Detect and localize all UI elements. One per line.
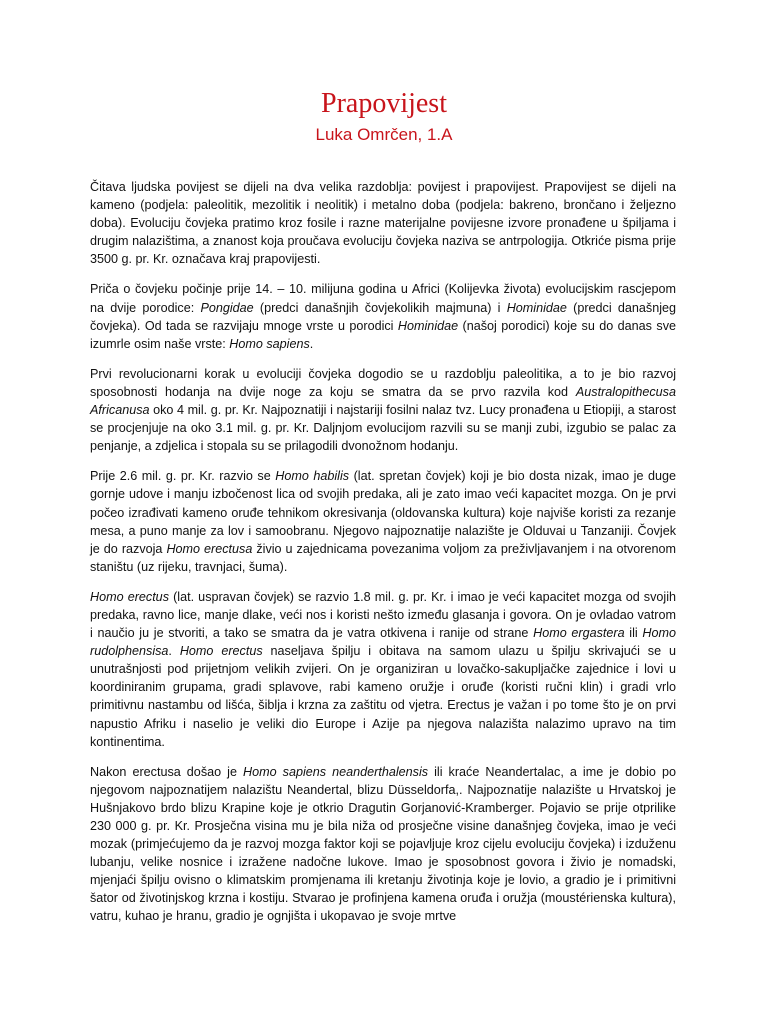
text-run: (lat. uspravan čovjek) se razvio 1.8 mil. g. pr. Kr. i imao je veći kapacitet mozga od svojih predaka, ravno lice, manje dlake, veći nos i koristi nešto između glasanja i govora. On je ovladao vatrom i naučio ju je stvoriti, a tako se smatra da je vatra otkivena i ranije od strane — [90, 589, 676, 641]
text-run: živio u zajednicama povezanima voljom za preživljavanjem i na otvorenom staništu (uz rijeku, travnjaci, šuma). — [90, 541, 676, 574]
document-title: Prapovijest — [321, 88, 447, 119]
paragraph — [90, 467, 676, 576]
text-run: (predci današnjih čovjekolikih majmuna) i — [253, 300, 507, 315]
italic-term: Homo sapiens neanderthalensis — [243, 764, 429, 779]
text-run: (predci današnjeg čovjeka). Od tada se razvijaju mnoge vrste u porodici — [90, 300, 676, 333]
text-run: . — [309, 336, 314, 351]
italic-term: Homo habilis — [275, 469, 350, 484]
text-run: (našoj porodici) koje su do danas sve izumrle osim naše vrste: — [90, 318, 677, 351]
italic-term: Pongidae — [200, 300, 254, 315]
italic-term: Hominidae — [506, 300, 567, 315]
text-run: Nakon erectusa došao je — [90, 764, 244, 779]
italic-term: Homo erectus — [179, 644, 263, 659]
text-run: . — [168, 644, 180, 659]
paragraph — [90, 178, 676, 268]
text-run: oko 4 mil. g. pr. Kr. Najpoznatiji i najstariji fosilni nalaz tvz. Lucy pronađena u Etiopiji, a starost se procjenjuje na oko 3.1 mil. g. pr. Kr. Daljnjom evolucijom razvili su se manji zubi, izgubio se palac za penjanje, a zdjelica i stopala su se prilagodili dvonožnom hodanju. — [90, 403, 676, 454]
text-run: (lat. spretan čovjek) koji je bio dosta nizak, imao je duge gornje udove i manju izbočenost lica od svojih predaka, ali je zato imao veći kapacitet mozga. On je prvi počeo izrađivati kameno oruđe tehnikom okresivanja (oldovanska kultura) koje najviše koristi za rezanje mesa, a puno manje za lov i samoobranu. Njegovo najpoznatije nalazište je Olduvai u Tanzaniji. Čovjek je do razvoja — [90, 469, 677, 556]
text-run: naseljava špilju i obitava na samom ulazu u špilju skrivajući se u unutrašnjosti pod prijetnjom velikih zvijeri. On je organiziran u lovačko-sakupljačke zajednice i lovi u koordiniranim grupama, gradi splavove, rabi kameno oružje i oruđe (koristi ručni klin) i gradi vrlo primitivnu nastambu od lišća, šiblja i krzna za zaštitu od vjetra. Erectus je važan i po tome što je on prvi napustio Afriku i naselio je veliki dio Europe i Azije pa njegova nalazišta nalazimo upravo na tim kontinentima. — [90, 644, 676, 749]
paragraph — [90, 365, 676, 455]
document-author: Luka Omrčen, 1.A — [315, 125, 453, 144]
text-run: Čitava ljudska povijest se dijeli na dva velika razdoblja: povijest i prapovijest. Prapovijest se dijeli na kameno (podjela: paleolitik, mezolitik i neolitik) i metalno doba (podjela: bakreno, brončano i željezno doba). Evoluciju čovjeka pratimo kroz fosile i razne materijalne povijesne izvore pronađene u špiljama i drugim nalazištima, a znanost koja proučava evoluciju čovjeka naziva se antrpologija. Otkriće pisma prije 3500 g. pr. Kr. označava kraj prapovijesti. — [90, 180, 676, 267]
text-run: ili kraće Neandertalac, a ime je dobio po njegovom najpoznatijem nalazištu Neandertal, blizu Düsseldorfa,. Najpoznatije nalazište u Hrvatskoj je Hušnjakovo brdo blizu Krapine koje je otkrio Dragutin Gorjanović-Kramberger. Pojavio se prije otprilike 230 000 g. pr. Kr. Prosječna visina mu je bila niža od prosječne visine današnjeg čovjeka, imao je veći mozak (primjećujemo da je razvoj mozga faktor koji se pojavljuje kroz cijelu evoluciju čovjeka) i izduženu lubanju, velike nosnice i izražene nadočne lukove. Imao je sposobnost govora i živio je nomadski, mjenjaći špilju ovisno o klimatskim promjenama ili kretanju životinja koje je lovio, a gradio je i primitivni šator od životinjskog krzna i kostiju. Stvarao je profinjena kamena oruđa i oružja (moustérienska kultura), vatru, kuhao je hranu, gradio je ognjišta i ukopavao je svoje mrtve — [90, 764, 676, 924]
italic-term: Homo rudolphensisa — [90, 626, 676, 659]
italic-term: Homo erectus — [90, 589, 169, 604]
paragraph — [90, 280, 676, 352]
italic-term: Homo ergastera — [533, 626, 625, 641]
text-run: ili — [624, 626, 643, 641]
paragraph — [90, 763, 676, 926]
italic-term: Hominidae — [397, 318, 459, 333]
text-run: Prvi revolucionarni korak u evoluciji čovjeka dogodio se u razdoblju paleolitika, a to je bio razvoj sposobnosti hodanja na dvije noge za koju se smatra da se prvo razvila kod — [90, 366, 676, 399]
paragraph — [90, 588, 676, 751]
text-run: Priča o čovjeku počinje prije 14. – 10. milijuna godina u Africi (Kolijevka života) evolucijskim rascjepom na dvije porodice: — [90, 282, 676, 315]
document-body — [90, 178, 676, 938]
text-run: Prije 2.6 mil. g. pr. Kr. razvio se — [90, 469, 276, 484]
italic-term: Australopithecusa Africanusa — [90, 384, 676, 418]
italic-term: Homo sapiens — [229, 336, 310, 351]
italic-term: Homo erectusa — [166, 541, 253, 556]
